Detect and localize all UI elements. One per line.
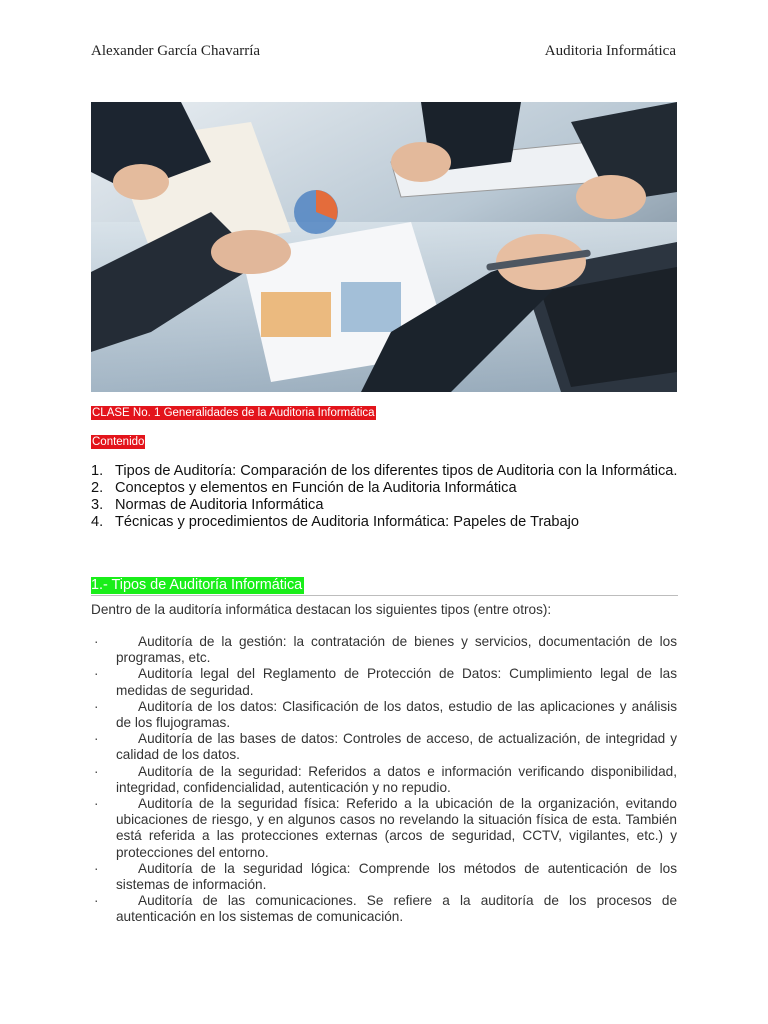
list-item-text: Auditoría de la seguridad: Referidos a datos e información verificando disponibilidad, integridad, confidencialidad, autenticación y no repudio. xyxy=(116,763,677,795)
contents-item-number: 4. xyxy=(91,514,104,530)
list-item-text: Auditoría de las comunicaciones. Se refiere a la auditoría de los procesos de autenticación en los sistemas de comunicación. xyxy=(116,893,677,925)
section-divider xyxy=(91,595,678,596)
list-item xyxy=(91,893,677,925)
business-meeting-photo xyxy=(91,102,677,392)
contents-item xyxy=(91,463,681,480)
contents-item-text: Tipos de Auditoría: Comparación de los diferentes tipos de Auditoria con la Informática. xyxy=(115,463,678,479)
contents-list xyxy=(91,463,681,531)
bullet-marker: · xyxy=(94,763,99,779)
list-item xyxy=(91,861,677,893)
contents-item xyxy=(91,497,681,514)
contents-item-number: 1. xyxy=(91,463,104,479)
list-item-text: Auditoría legal del Reglamento de Protección de Datos: Cumplimiento legal de las medidas de seguridad. xyxy=(116,666,677,698)
section-title: 1.- Tipos de Auditoría Informática xyxy=(91,577,303,593)
list-item xyxy=(91,764,677,796)
header-subject: Auditoria Informática xyxy=(544,43,676,59)
bullet-marker: · xyxy=(94,860,99,876)
list-item xyxy=(91,699,677,731)
header-author: Alexander García Chavarría xyxy=(91,43,261,59)
bullet-marker: · xyxy=(94,634,99,649)
list-item xyxy=(91,666,677,698)
list-item-text: Auditoría de las bases de datos: Controles de acceso, de actualización, de integridad y calidad de los datos. xyxy=(116,731,677,763)
section-intro: Dentro de la auditoría informática destacan los siguientes tipos (entre otros): xyxy=(91,602,552,617)
list-item-text: Auditoría de la seguridad física: Referido a la ubicación de la organización, evitando ubicaciones de riesgo, y en algunos casos no revelando la situación física de esta. También está referida a las protecciones externas (arcos de seguridad, CCTV, vigilantes, etc.) y protecciones del entorno. xyxy=(116,796,677,860)
list-item xyxy=(91,731,677,763)
list-item xyxy=(91,634,677,666)
bullet-marker: · xyxy=(94,893,99,909)
list-item-text: Auditoría de la seguridad lógica: Comprende los métodos de autenticación de los sistemas de información. xyxy=(116,860,677,893)
bullet-marker: · xyxy=(94,796,99,812)
contents-label: Contenido xyxy=(92,436,145,448)
contents-item xyxy=(91,480,681,497)
contents-item-text: Normas de Auditoria Informática xyxy=(115,497,324,513)
list-item-text: Auditoría de la gestión: la contratación de bienes y servicios, documentación de los programas, etc. xyxy=(116,634,677,666)
list-item xyxy=(91,796,677,861)
list-item-text: Auditoría de los datos: Clasificación de los datos, estudio de las aplicaciones y análisis de los flujogramas. xyxy=(116,698,677,731)
contents-item xyxy=(91,514,681,531)
contents-item-text: Técnicas y procedimientos de Auditoria Informática: Papeles de Trabajo xyxy=(115,514,580,530)
contents-item-number: 2. xyxy=(91,480,104,496)
class-title: CLASE No. 1 Generalidades de la Auditoria Informática xyxy=(92,407,375,419)
bullet-marker: · xyxy=(94,731,99,747)
bullet-marker: · xyxy=(94,666,99,682)
audit-types-list xyxy=(91,634,677,926)
contents-item-number: 3. xyxy=(91,497,104,513)
contents-item-text: Conceptos y elementos en Función de la Auditoria Informática xyxy=(115,480,517,496)
bullet-marker: · xyxy=(94,698,99,714)
